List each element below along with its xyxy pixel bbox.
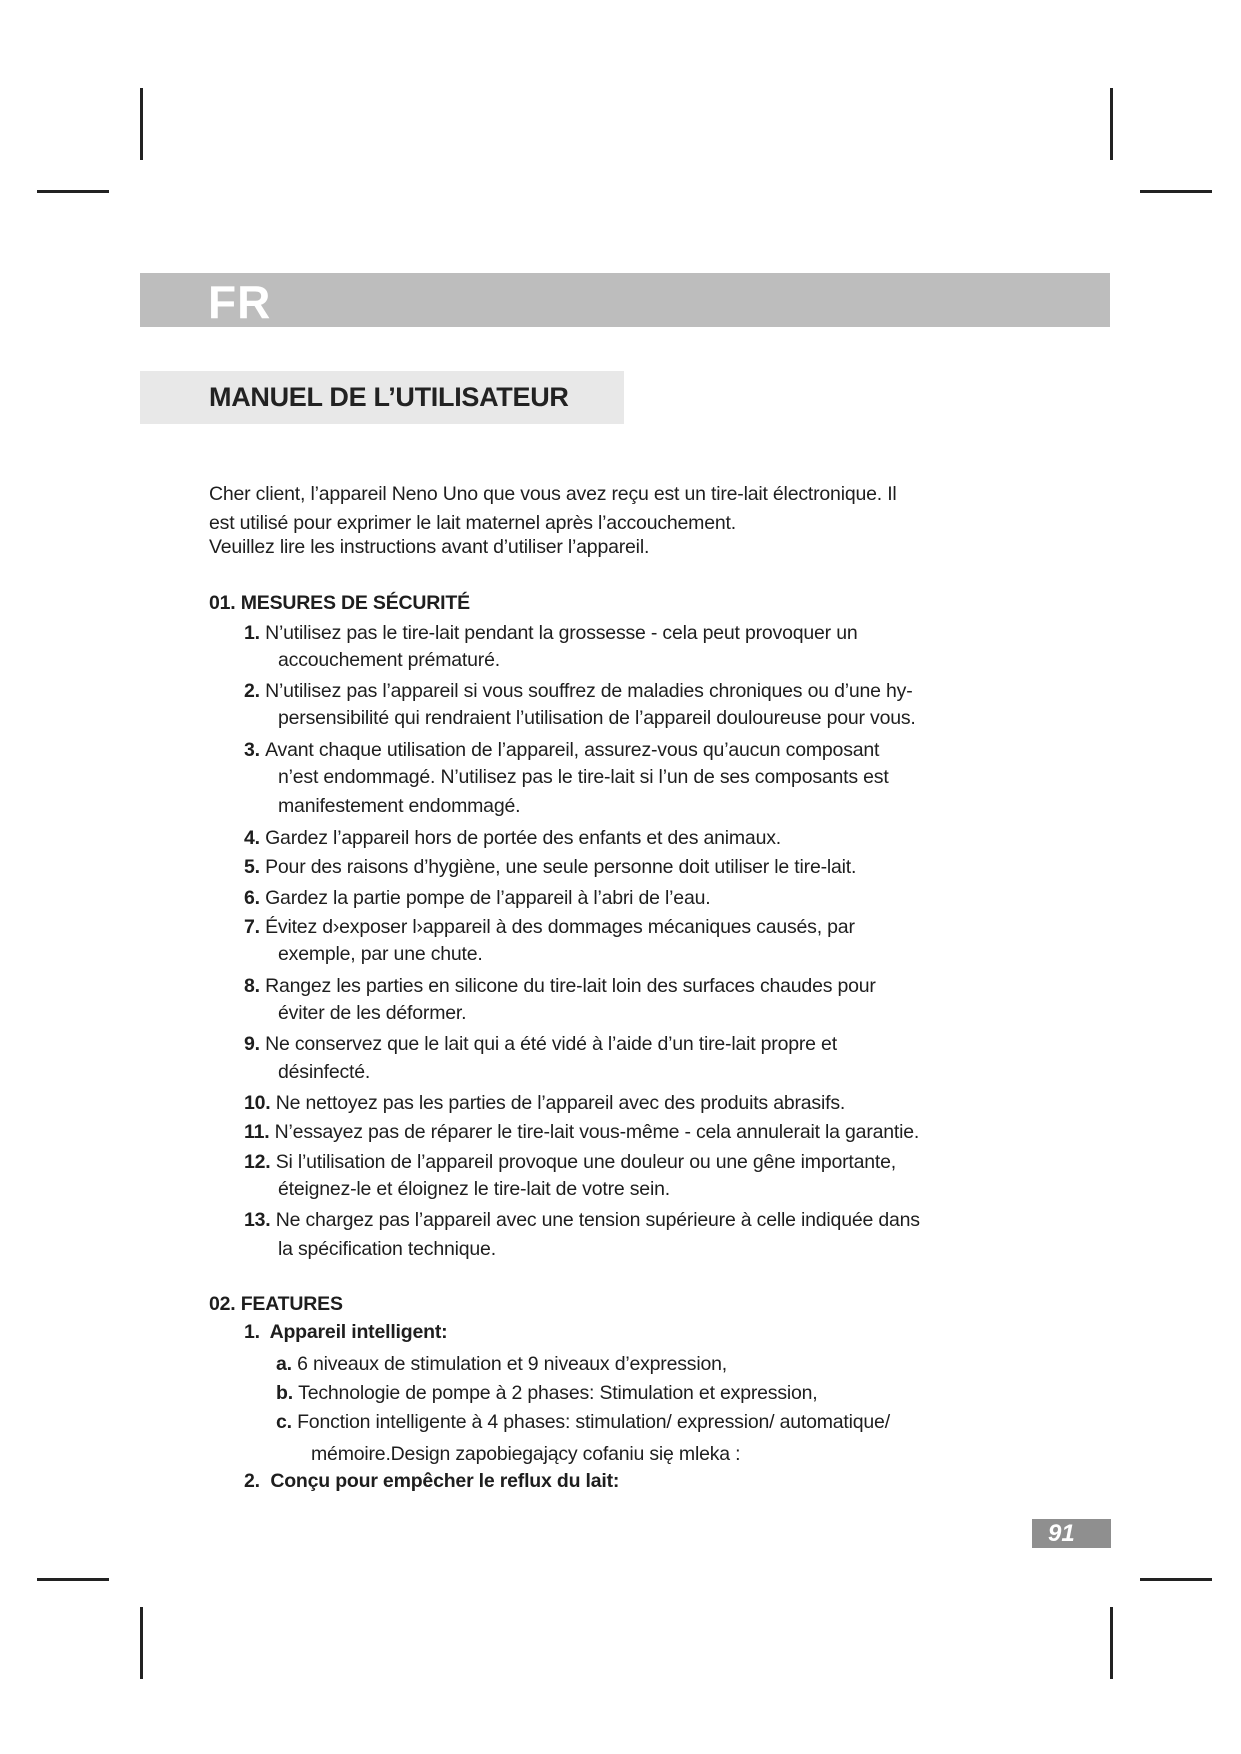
section-heading-features: 02. FEATURES [209, 1293, 343, 1315]
language-banner [140, 273, 1110, 327]
page-number-box [1032, 1519, 1111, 1548]
item-number: 10. [244, 1092, 271, 1114]
section-heading-safety: 01. MESURES DE SÉCURITÉ [209, 592, 470, 614]
item-text: Gardez la partie pompe de l’appareil à l’abri de l’eau. [265, 887, 711, 909]
item-number: 3. [244, 739, 260, 761]
item-number: 7. [244, 916, 260, 938]
safety-item [244, 1032, 837, 1056]
title-box [140, 371, 624, 424]
safety-item-continuation: accouchement prématuré. [278, 649, 500, 671]
safety-item [244, 915, 855, 939]
safety-item-continuation: éteignez-le et éloignez le tire-lait de votre sein. [278, 1178, 670, 1200]
item-number: 11. [244, 1121, 270, 1143]
item-text: Ne chargez pas l’appareil avec une tension supérieure à celle indiquée dans [275, 1209, 920, 1231]
language-label: FR [208, 276, 272, 328]
item-number: 12. [244, 1151, 271, 1173]
crop-mark [1140, 1578, 1212, 1581]
item-text: Pour des raisons d’hygiène, une seule personne doit utiliser le tire-lait. [265, 856, 857, 878]
safety-item-continuation: la spécification technique. [278, 1238, 496, 1260]
feature-subitem [276, 1410, 890, 1434]
safety-item-continuation: éviter de les déformer. [278, 1002, 467, 1024]
safety-item [244, 1150, 896, 1174]
safety-item [244, 621, 858, 645]
item-text: N’essayez pas de réparer le tire-lait vous-même - cela annulerait la garantie. [274, 1121, 920, 1143]
item-text: Gardez l’appareil hors de portée des enfants et des animaux. [265, 827, 781, 849]
crop-mark [1110, 1607, 1113, 1679]
safety-item [244, 974, 876, 998]
safety-item-continuation: désinfecté. [278, 1061, 371, 1083]
subitem-text: 6 niveaux de stimulation et 9 niveaux d’expression, [297, 1353, 727, 1375]
crop-mark [140, 88, 143, 160]
safety-item-continuation: manifestement endommagé. [278, 795, 521, 817]
safety-item [244, 886, 710, 910]
subitem-letter: b. [276, 1382, 293, 1404]
page-number: 91 [1048, 1520, 1075, 1547]
item-text: N’utilisez pas l’appareil si vous souffrez de maladies chroniques ou d’une hy- [265, 680, 913, 702]
item-number: 2. [244, 680, 260, 702]
crop-mark [140, 1607, 143, 1679]
intro-line: Veuillez lire les instructions avant d’utiliser l’appareil. [209, 536, 650, 558]
safety-item [244, 1091, 845, 1115]
safety-item [244, 1120, 919, 1144]
feature-subitem [276, 1352, 727, 1376]
item-number: 6. [244, 887, 260, 909]
item-number: 8. [244, 975, 260, 997]
item-number: 4. [244, 827, 260, 849]
feature-number: 1. [244, 1321, 260, 1343]
item-text: Si l’utilisation de l’appareil provoque une douleur ou une gêne importante, [275, 1151, 896, 1173]
safety-item-continuation: persensibilité qui rendraient l’utilisation de l’appareil douloureuse pour vous. [278, 707, 916, 729]
item-text: Évitez d›exposer l›appareil à des dommages mécaniques causés, par [265, 916, 855, 938]
safety-item [244, 738, 879, 762]
safety-item [244, 826, 781, 850]
feature-subitem-continuation: mémoire.Design zapobiegający cofaniu się mleka : [311, 1443, 741, 1465]
feature-title: Appareil intelligent: [269, 1321, 448, 1343]
intro-line: Cher client, l’appareil Neno Uno que vous avez reçu est un tire-lait électronique. Il [209, 483, 897, 505]
item-text: N’utilisez pas le tire-lait pendant la grossesse - cela peut provoquer un [265, 622, 858, 644]
page-title: MANUEL DE L’UTILISATEUR [209, 382, 569, 412]
item-text: Rangez les parties en silicone du tire-lait loin des surfaces chaudes pour [265, 975, 876, 997]
safety-item-continuation: exemple, par une chute. [278, 943, 483, 965]
safety-item [244, 679, 913, 703]
safety-item [244, 1208, 920, 1232]
crop-mark [37, 1578, 109, 1581]
safety-item-continuation: n’est endommagé. N’utilisez pas le tire-lait si l’un de ses composants est [278, 766, 889, 788]
subitem-text: Fonction intelligente à 4 phases: stimulation/ expression/ automatique/ [297, 1411, 890, 1433]
feature-item [244, 1469, 619, 1493]
subitem-letter: a. [276, 1353, 292, 1375]
item-text: Ne conservez que le lait qui a été vidé à l’aide d’un tire-lait propre et [265, 1033, 837, 1055]
crop-mark [1110, 88, 1113, 160]
intro-line: est utilisé pour exprimer le lait maternel après l’accouchement. [209, 512, 736, 534]
crop-mark [37, 190, 109, 193]
item-number: 9. [244, 1033, 260, 1055]
feature-number: 2. [244, 1470, 260, 1492]
item-number: 5. [244, 856, 260, 878]
feature-title: Conçu pour empêcher le reflux du lait: [270, 1470, 620, 1492]
item-number: 1. [244, 622, 260, 644]
subitem-text: Technologie de pompe à 2 phases: Stimulation et expression, [298, 1382, 818, 1404]
feature-subitem [276, 1381, 818, 1405]
crop-mark [1140, 190, 1212, 193]
item-number: 13. [244, 1209, 271, 1231]
safety-item [244, 855, 856, 879]
item-text: Avant chaque utilisation de l’appareil, assurez-vous qu’aucun composant [265, 739, 880, 761]
feature-item [244, 1320, 447, 1344]
item-text: Ne nettoyez pas les parties de l’appareil avec des produits abrasifs. [275, 1092, 846, 1114]
subitem-letter: c. [276, 1411, 292, 1433]
